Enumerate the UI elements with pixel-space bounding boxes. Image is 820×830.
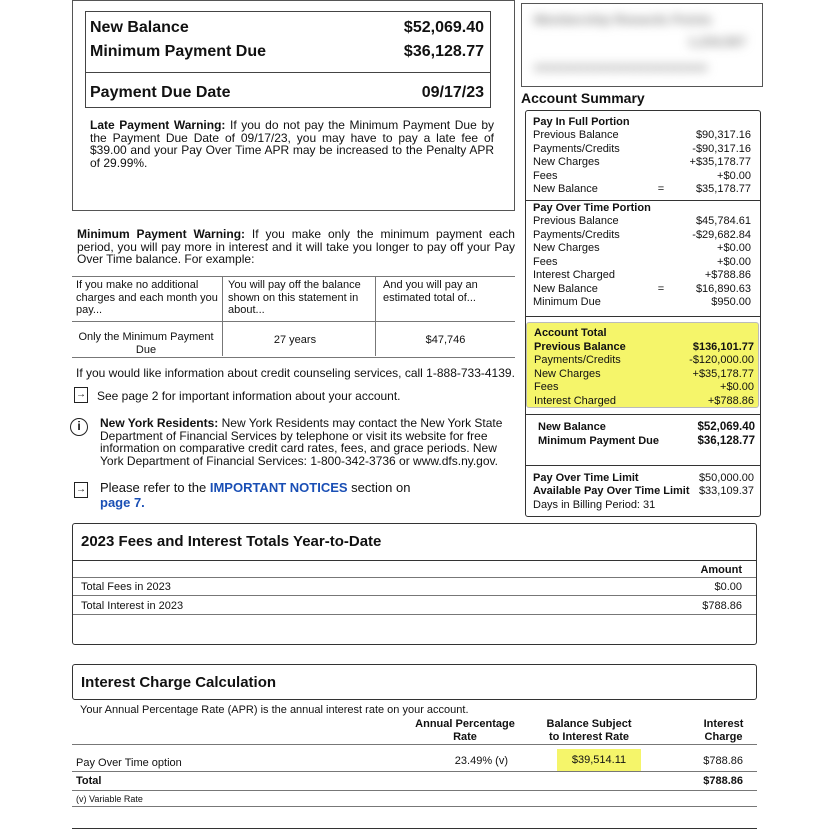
pot-row-equals	[651, 242, 671, 256]
ytd-row-interest-label: Total Interest in 2023	[81, 600, 184, 612]
pot-row-equals	[651, 256, 671, 270]
summary-min-due-value: $36,128.77	[697, 435, 755, 447]
pot-row-label: Interest Charged	[533, 269, 615, 281]
pot-row-value: +$0.00	[717, 242, 751, 254]
ytd-header-line	[73, 577, 756, 578]
info-icon: i	[70, 418, 88, 436]
summary-box	[72, 0, 515, 211]
ny-label: New York Residents:	[100, 416, 219, 430]
pif-heading: Pay In Full Portion	[533, 116, 630, 128]
available-limit-value: $33,109.37	[698, 485, 754, 497]
new-balance-label: New Balance	[90, 19, 189, 36]
late-warning-text: If you do not pay the Minimum Payment Due by the Payment Due Date of 09/17/23, you may have to pay a late fee of $39.00 and your Pay Over Time APR may be increased to the Penalty APR of 29.99%.	[90, 118, 494, 170]
interest-title: Interest Charge Calculation	[81, 674, 277, 691]
ytd-row-fees-value: $0.00	[714, 581, 742, 593]
min-warning-label: Minimum Payment Warning:	[77, 227, 246, 241]
min-table-mid-line	[72, 321, 515, 322]
total-row-label: Fees	[534, 381, 559, 393]
pif-rows	[533, 129, 751, 197]
pot-row-equals	[651, 269, 671, 283]
ytd-title-divider	[73, 560, 756, 561]
total-row	[534, 395, 754, 409]
ytd-row-line-1	[73, 595, 756, 596]
balance-divider	[86, 72, 490, 73]
pot-row-equals	[651, 296, 671, 310]
total-row-equals	[652, 341, 672, 355]
pot-limit-label: Pay Over Time Limit	[533, 472, 639, 484]
total-row-equals	[652, 395, 672, 409]
apr-note: Your Annual Percentage Rate (APR) is the annual interest rate on your account.	[80, 704, 469, 716]
page7-link[interactable]: page 7.	[100, 495, 145, 510]
pot-row-label: Fees	[533, 255, 558, 268]
pif-row-label: New Charges	[533, 156, 600, 168]
pot-row-value: $16,890.63	[695, 282, 751, 295]
new-balance-value: $52,069.40	[403, 19, 484, 36]
summary-new-balance-label: New Balance	[538, 421, 606, 433]
limit-divider	[526, 465, 760, 466]
pif-row-value: -$90,317.16	[692, 142, 751, 155]
min-table-top-line	[72, 276, 515, 277]
ytd-title: 2023 Fees and Interest Totals Year-to-Date	[81, 533, 382, 550]
pot-row-label: Payments/Credits	[533, 228, 620, 241]
pot-row-label: Previous Balance	[533, 215, 619, 227]
pif-row	[533, 143, 751, 157]
total-divider	[526, 414, 760, 415]
ytd-row-fees-label: Total Fees in 2023	[81, 581, 171, 593]
interest-total-line	[72, 790, 757, 791]
pif-row-label: Previous Balance	[533, 129, 619, 141]
pif-row-equals	[651, 129, 671, 143]
pif-row	[533, 156, 751, 170]
total-row-value: +$35,178.77	[692, 367, 754, 380]
blurred-line-2: 1,234,567	[688, 34, 746, 49]
total-row-equals	[652, 381, 672, 395]
pot-divider	[526, 316, 760, 317]
pif-row-label: New Balance	[533, 183, 598, 195]
min-table-c1: Only the Minimum Payment Due	[78, 331, 214, 356]
notices-mid: section on	[347, 480, 411, 495]
interest-total-charge: $788.86	[703, 775, 743, 787]
pot-row	[533, 242, 751, 256]
summary-new-balance-value: $52,069.40	[697, 421, 755, 433]
important-notices-text	[100, 480, 420, 510]
min-table-c3: $47,746	[425, 334, 466, 346]
late-payment-warning	[90, 119, 494, 169]
pif-row-value: $35,178.77	[695, 183, 751, 195]
ytd-amount-header: Amount	[700, 564, 742, 576]
variable-rate-footnote: (v) Variable Rate	[76, 794, 143, 804]
summary-min-due-label: Minimum Payment Due	[538, 435, 660, 447]
pot-option-label: Pay Over Time option	[76, 757, 182, 769]
pot-row-value: $45,784.61	[695, 215, 751, 227]
ny-residents-text	[100, 417, 505, 467]
total-row-value: +$788.86	[707, 394, 754, 407]
balance-box	[85, 11, 491, 108]
min-payment-label: Minimum Payment Due	[90, 43, 267, 60]
ny-text: New York Residents may contact the New York State Department of Financial Services by telephone or visit its website for free information on comparative credit card rates, fees, and grace periods. New York Department of Financial Services: 1-800-342-3736 or www.dfs.ny.gov.	[100, 416, 503, 468]
total-row-label: Previous Balance	[534, 340, 626, 353]
total-row	[534, 354, 754, 368]
blurred-line-1: Membership Rewards Points	[534, 12, 712, 27]
pif-row-value: +$35,178.77	[689, 156, 751, 168]
billing-days: Days in Billing Period: 31	[533, 499, 656, 511]
pay-in-full-section	[533, 116, 751, 197]
pif-row-value: +$0.00	[717, 169, 751, 182]
due-date-value: 09/17/23	[421, 84, 484, 101]
pot-limit-value: $50,000.00	[698, 472, 754, 484]
counseling-text: If you would like information about credit counseling services, call 1-888-733-4139.	[76, 366, 515, 380]
available-limit-label: Available Pay Over Time Limit	[533, 485, 690, 497]
pot-heading: Pay Over Time Portion	[533, 202, 651, 214]
account-summary-box	[525, 110, 761, 517]
total-row	[534, 341, 754, 355]
see-page2-text: See page 2 for important information about your account.	[97, 389, 401, 403]
interest-total-label: Total	[76, 775, 102, 787]
rewards-box	[521, 3, 763, 87]
apr-header: Annual Percentage Rate	[415, 718, 515, 743]
pot-row	[533, 215, 751, 229]
pot-row-equals	[651, 229, 671, 243]
account-total-inner	[534, 327, 754, 408]
total-row-equals	[652, 354, 672, 368]
blurred-line-3: xxxxxxxxxxxxxxxxxxxxxxxxxx	[534, 60, 708, 74]
pif-row	[533, 183, 751, 197]
pot-row-equals: =	[657, 282, 665, 295]
pot-option-balance: $39,514.11	[557, 749, 641, 771]
pot-row-label: New Balance	[533, 282, 598, 295]
minimum-payment-warning	[77, 228, 515, 266]
ytd-box	[72, 523, 757, 645]
total-row-label: Payments/Credits	[534, 354, 621, 366]
pot-option-charge: $788.86	[703, 755, 743, 767]
due-date-label: Payment Due Date	[90, 84, 231, 101]
total-row	[534, 381, 754, 395]
pot-row	[533, 256, 751, 270]
min-table-h2: You will pay off the balance shown on this statement in about...	[228, 279, 361, 316]
ytd-row-interest-value: $788.86	[702, 600, 742, 612]
total-row-value: +$0.00	[720, 381, 754, 393]
footnote-line	[72, 806, 757, 807]
pif-row-equals	[651, 156, 671, 170]
pif-row-equals	[651, 143, 671, 157]
pif-row-value: $90,317.16	[695, 129, 751, 141]
bottom-line	[72, 828, 757, 829]
pot-row-value: +$0.00	[717, 255, 751, 268]
pot-row	[533, 296, 751, 310]
notice-arrow-icon: →	[74, 482, 88, 498]
pot-row-value: $950.00	[711, 296, 751, 308]
total-row-label: Interest Charged	[534, 394, 616, 407]
total-row-equals	[652, 368, 672, 382]
pot-row-label: Minimum Due	[533, 296, 601, 308]
pif-row-equals: =	[657, 183, 665, 195]
interest-title-box	[72, 664, 757, 700]
important-notices-link[interactable]: IMPORTANT NOTICES	[209, 480, 348, 495]
account-summary-title: Account Summary	[521, 90, 645, 106]
pif-row-label: Payments/Credits	[533, 142, 620, 155]
min-table-h3: And you will pay an estimated total of...	[383, 279, 478, 304]
pot-row-equals	[651, 215, 671, 229]
total-rows	[534, 341, 754, 409]
pot-row-label: New Charges	[533, 242, 600, 254]
interest-header-line	[72, 744, 757, 745]
min-table-vline-2	[375, 276, 376, 356]
pot-row	[533, 283, 751, 297]
balance-subject-header: Balance Subject to Interest Rate	[546, 718, 632, 743]
pif-row-label: Fees	[533, 169, 558, 182]
late-warning-label: Late Payment Warning:	[90, 118, 226, 132]
pot-row	[533, 229, 751, 243]
min-table-vline-1	[222, 276, 223, 356]
pif-row	[533, 129, 751, 143]
total-row-value: -$120,000.00	[689, 354, 754, 366]
total-row-label: New Charges	[534, 367, 601, 380]
pif-divider	[526, 200, 760, 201]
total-row-value: $136,101.77	[692, 340, 754, 353]
interest-row-line	[72, 771, 757, 772]
pif-row	[533, 170, 751, 184]
pot-option-apr: 23.49% (v)	[454, 755, 508, 767]
page-arrow-icon: →	[74, 387, 88, 403]
pot-rows	[533, 215, 751, 310]
total-heading: Account Total	[534, 327, 607, 339]
total-row	[534, 368, 754, 382]
pif-row-equals	[651, 170, 671, 184]
interest-charge-header: Interest Charge	[703, 718, 744, 743]
ytd-row-line-2	[73, 614, 756, 615]
pay-over-time-section	[533, 202, 751, 310]
min-payment-value: $36,128.77	[403, 43, 484, 60]
pot-row-value: +$788.86	[704, 269, 751, 281]
min-table-bottom-line	[72, 357, 515, 358]
pot-row	[533, 269, 751, 283]
min-warning-text: If you make only the minimum payment each period, you will pay more in interest and it will take you longer to pay off your Pay Over Time balance. For example:	[77, 227, 515, 266]
min-table-h1: If you make no additional charges and each month you pay...	[76, 279, 218, 316]
min-table-c2: 27 years	[273, 334, 317, 346]
account-total-section	[526, 322, 759, 408]
notices-pre: Please refer to the	[100, 480, 210, 495]
pot-row-value: -$29,682.84	[692, 228, 751, 241]
